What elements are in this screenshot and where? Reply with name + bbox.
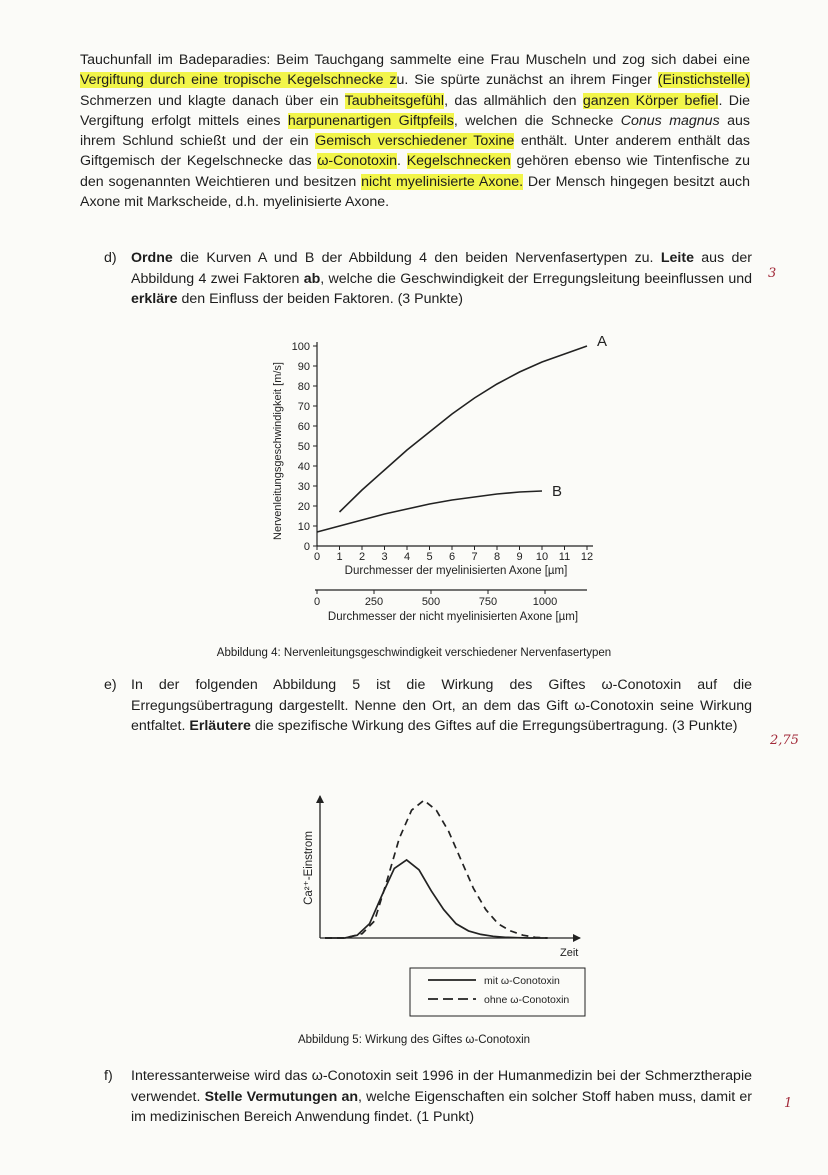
intro-text: Der Mensch hingegen besitzt auch Axone mit Markscheide, d.h. myelinisierte Axone. — [80, 173, 750, 211]
figure-4-caption: Abbildung 4: Nervenleitungsgeschwindigkeit verschiedener Nervenfasertypen — [216, 647, 612, 659]
y-tick-label: 30 — [297, 481, 310, 493]
x2-tick-label: 1000 — [532, 596, 558, 608]
y-axis-title: Ca²⁺-Einstrom — [303, 831, 315, 905]
task-text-part: die Kurven A und B der Abbildung 4 den beiden Nervenfasertypen zu. — [172, 250, 661, 266]
intro-text: enthält. Unter anderem enthält das Giftgemisch der Kegelschnecke das — [80, 133, 750, 170]
intro-highlight: harpunenartigen Giftpfeils — [287, 112, 454, 129]
y-tick-label: 0 — [303, 541, 310, 553]
intro-text: Schmerzen und klagte danach über ein — [80, 92, 345, 109]
figure-5-chart — [0, 770, 828, 1030]
operator-word: Stelle Vermutungen an — [204, 1088, 359, 1105]
curve-b — [317, 491, 542, 532]
intro-highlight: Vergiftung durch eine tropische Kegelschnecke z — [80, 72, 397, 89]
x-tick-label: 6 — [448, 551, 456, 563]
intro-text: . — [397, 153, 407, 170]
score-annotation-d: 3 — [768, 266, 777, 281]
curve-label-b: B — [552, 483, 563, 500]
x-tick-label: 8 — [493, 551, 501, 563]
intro-text: , das allmählich den — [444, 92, 583, 109]
x2-tick-label: 750 — [478, 596, 498, 608]
y-tick-label: 20 — [297, 501, 310, 513]
intro-text: . Die Vergiftung erfolgt mittels eines — [80, 92, 750, 129]
x2-tick-label: 250 — [364, 596, 384, 608]
operator-word: Ordne — [131, 250, 173, 266]
figure-5-plot — [303, 795, 585, 1016]
task-text — [131, 1066, 752, 1128]
curve-without-toxin — [325, 800, 548, 938]
x-tick-label: 3 — [381, 551, 388, 563]
operator-word: Leite — [660, 250, 694, 266]
intro-highlight: ω-Conotoxin — [317, 153, 398, 170]
operator-word: erkläre — [131, 291, 178, 307]
x-tick-label: 7 — [471, 551, 478, 563]
y-tick-label: 100 — [291, 341, 310, 353]
intro-text: , welchen die Schnecke — [453, 112, 621, 129]
x-tick-label: 11 — [558, 551, 571, 563]
score-annotation-e: 2,75 — [770, 733, 799, 748]
x-axis-title: Zeit — [560, 947, 579, 959]
x2-tick-label: 0 — [313, 596, 321, 608]
y-tick-label: 90 — [297, 361, 310, 373]
y-tick-label: 60 — [297, 421, 310, 433]
task-text-part: , welche die Geschwindigkeit der Erregungsleitung beeinflussen und — [320, 270, 752, 287]
x-tick-label: 10 — [535, 551, 549, 563]
task-d — [104, 248, 752, 310]
intro-text: aus ihrem Schlund schießt und der ein — [80, 112, 750, 150]
figure-5-caption: Abbildung 5: Wirkung des Giftes ω-Conotoxin — [297, 1034, 531, 1046]
intro-highlight: (Einstichstelle) — [657, 72, 750, 89]
figure-4-plot — [272, 333, 607, 623]
y-tick-label: 50 — [297, 441, 310, 453]
task-text — [131, 248, 752, 310]
species-name: Conus magnus — [620, 112, 720, 129]
intro-text: Tauchunfall im Badeparadies: Beim Tauchgang sammelte eine Frau Muscheln und zog sich dabei eine — [80, 52, 750, 68]
task-label: d) — [104, 250, 117, 266]
x-tick-label: 9 — [516, 551, 523, 563]
operator-word: Erläutere — [189, 718, 251, 734]
y-tick-label: 70 — [297, 401, 310, 413]
x2-axis-title: Durchmesser der nicht myelinisierten Axone [µm] — [327, 611, 579, 623]
legend-label: mit ω-Conotoxin — [484, 975, 560, 987]
operator-word: ab — [303, 270, 321, 287]
intro-highlight: Gemisch verschiedener Toxine — [315, 133, 515, 150]
intro-text: u. Sie spürte zunächst an ihrem Finger — [396, 72, 658, 89]
legend-label: ohne ω-Conotoxin — [484, 994, 570, 1006]
score-annotation-f: 1 — [784, 1096, 793, 1111]
x-tick-label: 2 — [358, 551, 366, 563]
task-text-part: In der folgenden Abbildung 5 ist die Wirkung des Giftes ω-Conotoxin auf die Erregungsübertragung dargestellt. Nenne den Ort, an dem das Gift ω-Conotoxin seine Wirkung entfaltet. — [131, 677, 752, 734]
task-text-part: den Einfluss der beiden Faktoren. (3 Punkte) — [177, 291, 464, 307]
task-f — [104, 1066, 752, 1128]
x-tick-label: 12 — [580, 551, 594, 563]
curve-label-a: A — [597, 333, 608, 350]
x-axis-title: Durchmesser der myelinisierten Axone [µm] — [344, 565, 568, 577]
x-axis-arrow — [573, 934, 581, 942]
y-axis-title: Nervenleitungsgeschwindigkeit [m/s] — [272, 362, 284, 540]
intro-highlight: nicht myelinisierte Axone. — [361, 173, 524, 190]
intro-highlight: Taubheitsgefühl — [344, 92, 445, 109]
figure-4-chart — [0, 330, 828, 660]
intro-highlight: Kegelschnecken — [406, 153, 511, 170]
y-axis-arrow — [316, 795, 324, 803]
intro-paragraph — [80, 50, 750, 212]
x-tick-label: 4 — [403, 551, 411, 563]
y-tick-label: 10 — [297, 521, 310, 533]
task-text — [131, 675, 752, 737]
x-tick-label: 1 — [336, 551, 343, 563]
curve-a — [340, 346, 588, 512]
task-label: e) — [104, 677, 117, 693]
task-text-part: , welche Eigenschaften ein solcher Stoff haben muss, damit er im medizinischen Bereich Anwendung findet. (1 Punkt) — [131, 1088, 752, 1125]
x2-tick-label: 500 — [421, 596, 441, 608]
task-text-part: aus der Abbildung 4 zwei Faktoren — [131, 250, 752, 287]
y-tick-label: 80 — [297, 381, 310, 393]
task-text-part: Interessanterweise wird das ω-Conotoxin seit 1996 in der Humanmedizin bei der Schmerztherapie verwendet. — [131, 1068, 752, 1105]
task-label: f) — [104, 1068, 113, 1084]
y-tick-label: 40 — [297, 461, 310, 473]
curve-with-toxin — [325, 860, 548, 938]
x-tick-label: 5 — [426, 551, 433, 563]
task-e — [104, 675, 752, 737]
intro-text: gehören ebenso wie Tintenfische zu den sogenannten Weichtieren und besitzen — [80, 153, 750, 190]
task-text-part: die spezifische Wirkung des Giftes auf die Erregungsübertragung. (3 Punkte) — [250, 718, 738, 734]
x-tick-label: 0 — [313, 551, 321, 563]
intro-highlight: ganzen Körper befiel — [582, 92, 719, 109]
